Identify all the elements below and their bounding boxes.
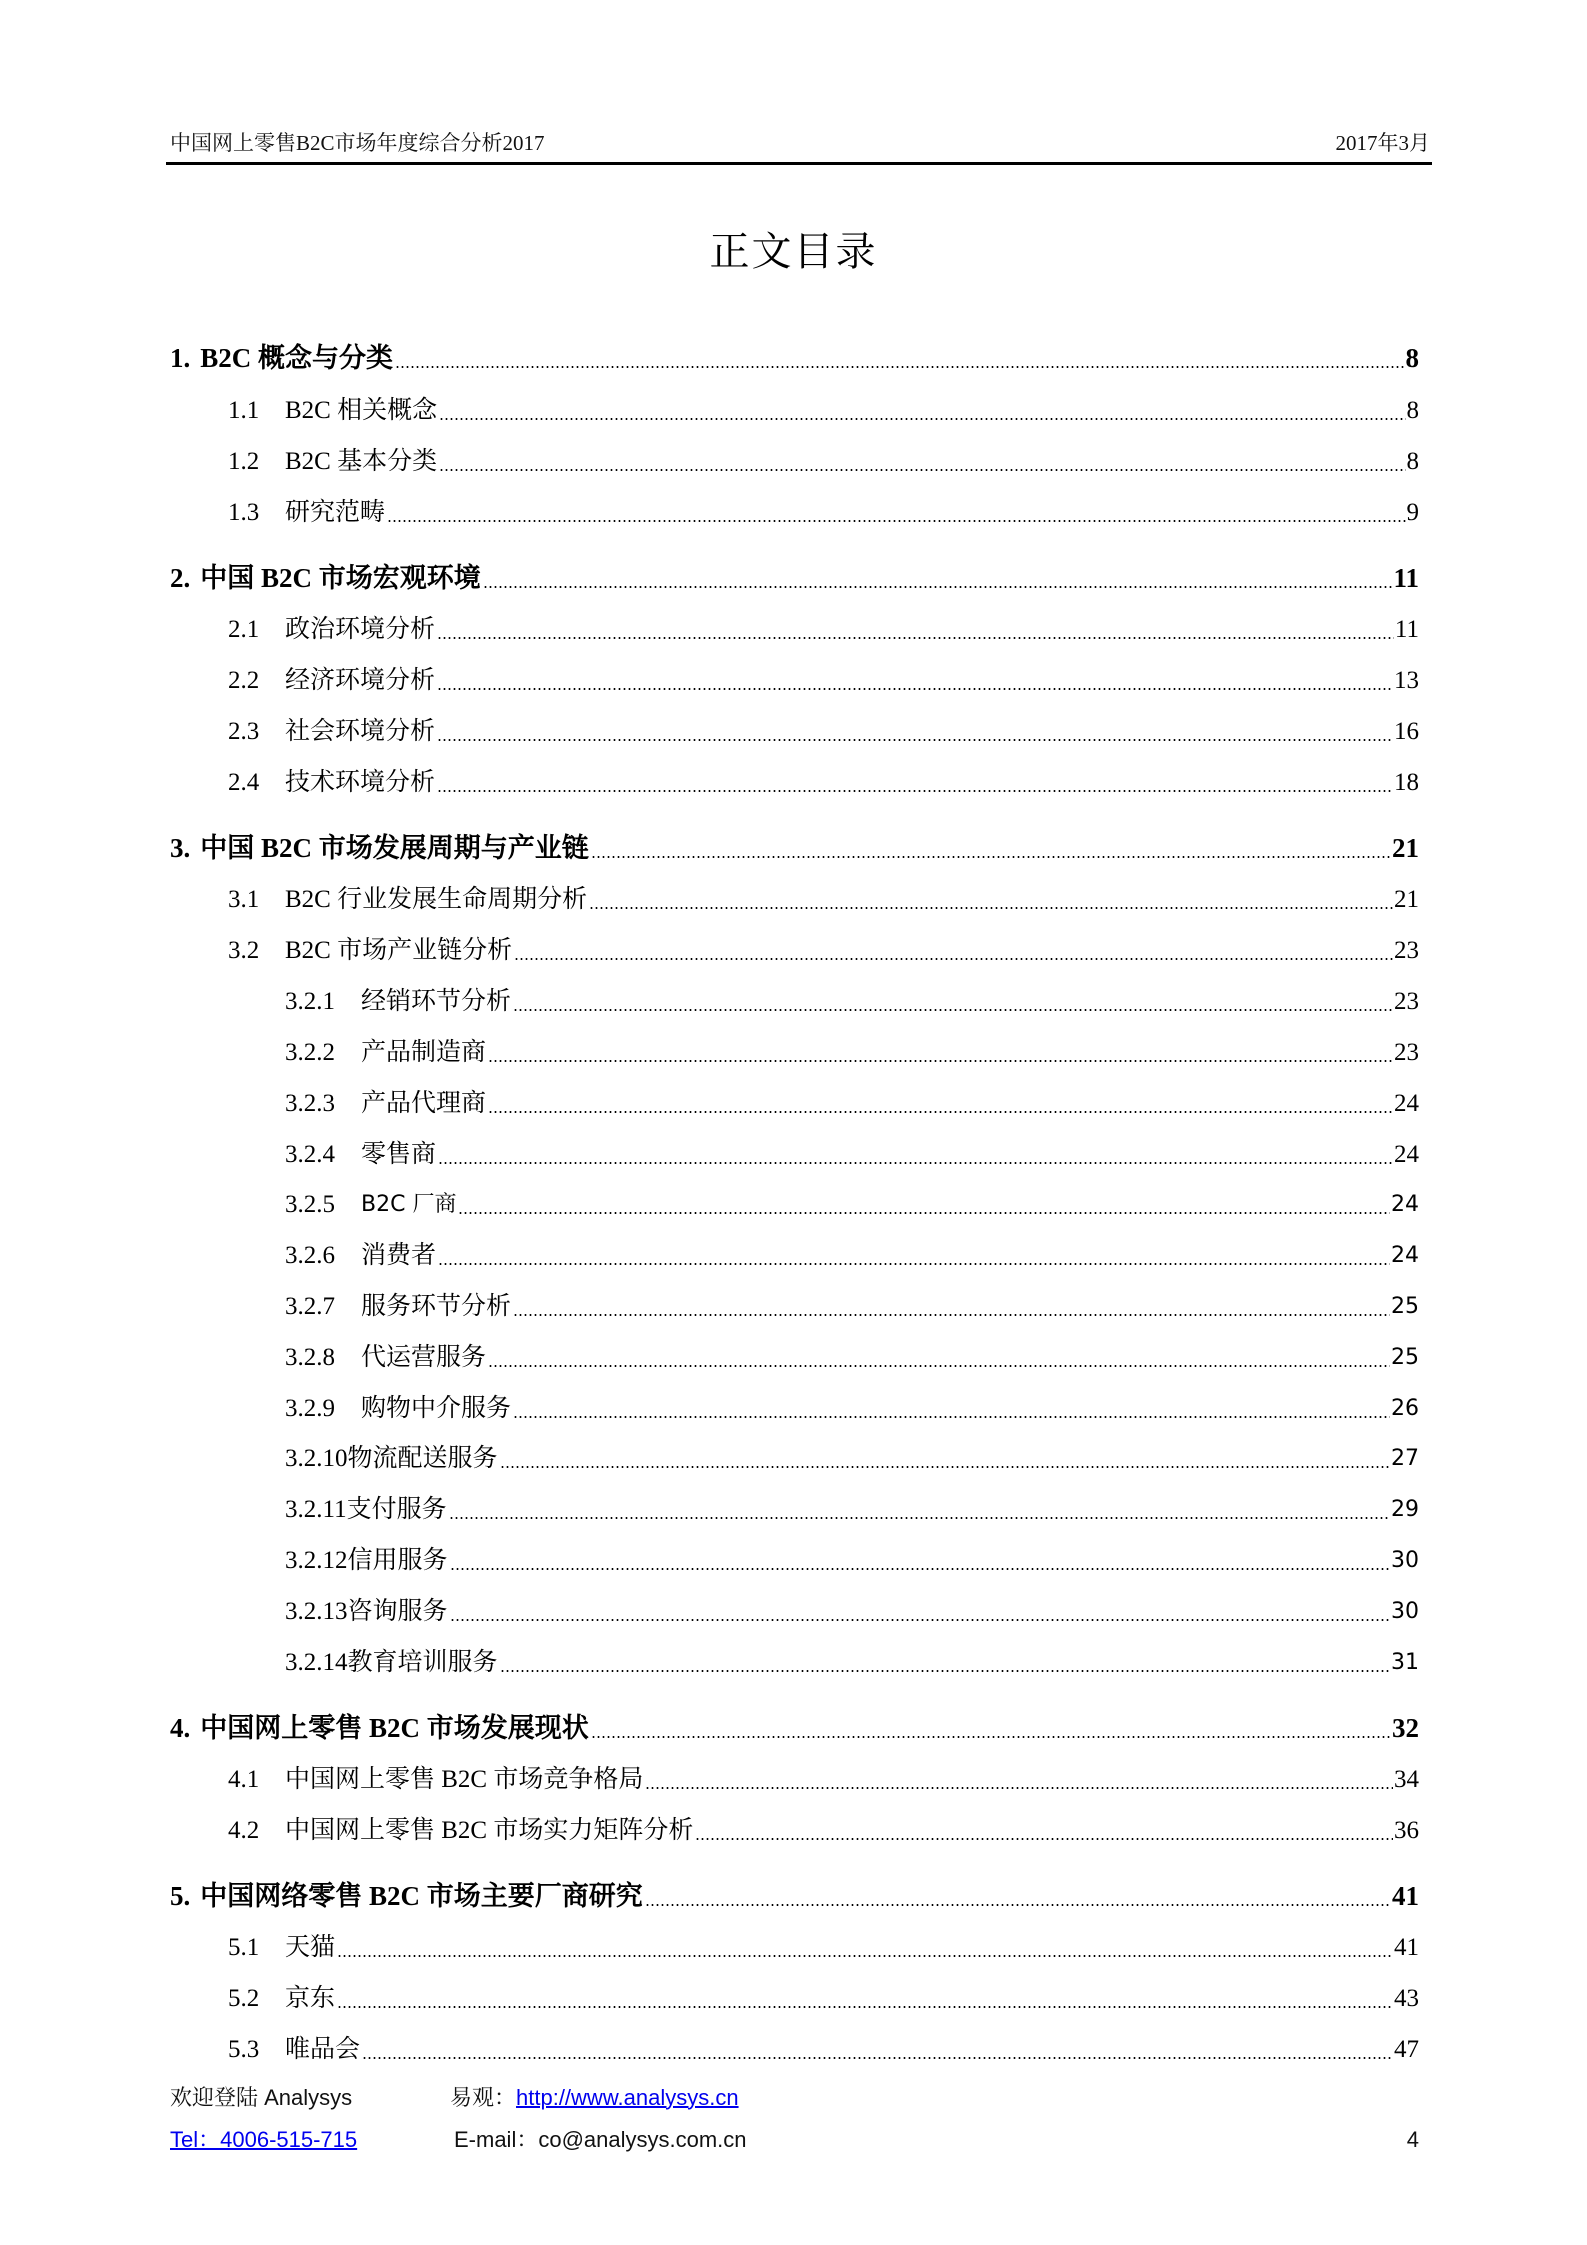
toc-label: 服务环节分析: [361, 1290, 511, 1324]
dot-leader: [514, 958, 1393, 960]
toc-label: 中国网上零售 B2C 市场实力矩阵分析: [285, 1814, 693, 1848]
toc-number: 4.2: [228, 1814, 285, 1848]
toc-page: 21: [1394, 883, 1419, 917]
toc-label: 信用服务: [348, 1544, 448, 1578]
toc-number: 2.4: [228, 766, 285, 800]
toc-number: 2.1: [228, 613, 285, 647]
toc-number: 3.2.13: [285, 1595, 348, 1629]
toc-number: 3.2.8: [285, 1341, 361, 1375]
dot-leader: [483, 586, 1393, 588]
footer-site-label: 易观：: [450, 2085, 517, 2110]
toc-number: 3.2: [228, 934, 285, 968]
toc-entry-5-1[interactable]: [170, 1925, 1419, 1965]
phone-link[interactable]: Tel：4006-515-715: [170, 2127, 358, 2152]
toc-number: 5.: [170, 1878, 190, 1914]
toc-entry-2-2[interactable]: [170, 658, 1419, 698]
toc-page: 9: [1407, 496, 1420, 530]
toc-label: 政治环境分析: [285, 613, 435, 647]
header-doc-title: 中国网上零售B2C市场年度综合分析2017: [170, 131, 545, 155]
toc-page: 30: [1391, 1544, 1419, 1578]
footer-site: [450, 2084, 739, 2112]
toc-page: 25: [1391, 1341, 1419, 1375]
dot-leader: [437, 637, 1394, 639]
toc-entry-3-2-9[interactable]: [170, 1386, 1419, 1426]
toc-entry-3-2-3[interactable]: [170, 1081, 1419, 1121]
toc-page: 47: [1394, 2033, 1419, 2067]
toc-entry-2-4[interactable]: [170, 760, 1419, 800]
toc-label: 天猫: [285, 1931, 335, 1965]
page-title: 正文目录: [709, 228, 878, 274]
toc-label: 唯品会: [285, 2033, 360, 2067]
dot-leader: [513, 1009, 1393, 1011]
dot-leader: [591, 856, 1391, 858]
dot-leader: [437, 688, 1393, 690]
toc-label: 京东: [285, 1982, 335, 2016]
toc-page: 32: [1392, 1710, 1419, 1746]
dot-leader: [439, 469, 1405, 471]
toc-page: 41: [1392, 1878, 1419, 1914]
toc-page: 30: [1391, 1595, 1419, 1629]
dot-leader: [500, 1670, 1390, 1672]
toc-entry-1-3[interactable]: [170, 490, 1419, 530]
toc-page: 25: [1391, 1290, 1419, 1324]
toc-entry-5-3[interactable]: [170, 2027, 1419, 2067]
toc-page: 43: [1394, 1982, 1419, 2016]
header-date: 2017年3月: [1335, 131, 1430, 155]
toc-label: 中国 B2C 市场宏观环境: [200, 560, 481, 596]
dot-leader: [450, 1568, 1390, 1570]
toc-number: 3.2.11: [285, 1493, 347, 1527]
toc-number: 1.: [170, 340, 190, 376]
dot-leader: [488, 1111, 1393, 1113]
dot-leader: [488, 1060, 1393, 1062]
footer-email: E-mail：co@analysys.com.cn: [454, 2127, 747, 2152]
toc-number: 1.2: [228, 445, 285, 479]
toc-number: 3.2.3: [285, 1087, 361, 1121]
toc-number: 4.1: [228, 1763, 285, 1797]
toc-number: 5.1: [228, 1931, 285, 1965]
toc-page: 34: [1394, 1763, 1419, 1797]
toc-page: 18: [1394, 766, 1419, 800]
toc-label: 零售商: [361, 1138, 436, 1172]
toc-entry-1-1[interactable]: [170, 388, 1419, 428]
dot-leader: [513, 1416, 1390, 1418]
toc-page: 24: [1394, 1087, 1419, 1121]
toc-page: 24: [1394, 1138, 1419, 1172]
toc-label: 经销环节分析: [361, 985, 511, 1019]
toc-number: 3.2.7: [285, 1290, 361, 1324]
toc-page: 24: [1391, 1239, 1419, 1273]
toc-number: 3.2.4: [285, 1138, 361, 1172]
toc-number: 5.3: [228, 2033, 285, 2067]
toc-number: 3.2.1: [285, 985, 361, 1019]
toc-entry-3-2-5[interactable]: [170, 1182, 1419, 1222]
toc-page: 16: [1394, 715, 1419, 749]
toc-number: 3.2.5: [285, 1188, 361, 1222]
dot-leader: [513, 1314, 1390, 1316]
toc-page: 23: [1394, 985, 1419, 1019]
dot-leader: [450, 1619, 1390, 1621]
toc-page: 11: [1395, 613, 1419, 647]
toc-number: 1.3: [228, 496, 285, 530]
toc-page: 24: [1391, 1188, 1419, 1222]
dot-leader: [645, 1904, 1391, 1906]
toc-number: 3.2.9: [285, 1392, 361, 1426]
dot-leader: [500, 1466, 1390, 1468]
toc-entry-2[interactable]: [170, 556, 1419, 596]
dot-leader: [458, 1212, 1390, 1214]
dot-leader: [589, 907, 1393, 909]
toc-entry-4-1[interactable]: [170, 1757, 1419, 1797]
toc-number: 3.2.14: [285, 1646, 348, 1680]
header-rule: [166, 162, 1432, 165]
toc-page: 41: [1394, 1931, 1419, 1965]
toc-entry-3[interactable]: [170, 826, 1419, 866]
toc-entry-4-2[interactable]: [170, 1808, 1419, 1848]
toc-entry-3-2-1[interactable]: [170, 979, 1419, 1019]
toc-entry-3-2-13[interactable]: [170, 1589, 1419, 1629]
toc-label: 教育培训服务: [348, 1646, 498, 1680]
toc-page: 8: [1407, 445, 1420, 479]
toc-entry-3-2-8[interactable]: [170, 1335, 1419, 1375]
toc-entry-3-2-4[interactable]: [170, 1132, 1419, 1172]
toc-entry-1[interactable]: [170, 336, 1419, 376]
dot-leader: [591, 1736, 1391, 1738]
toc-page: 11: [1393, 560, 1419, 596]
dot-leader: [362, 2057, 1393, 2059]
toc-label: 中国网上零售 B2C 市场竞争格局: [285, 1763, 643, 1797]
toc-entry-5-2[interactable]: [170, 1976, 1419, 2016]
toc-label: 技术环境分析: [285, 766, 435, 800]
toc-page: 26: [1391, 1392, 1419, 1426]
toc-page: 23: [1394, 934, 1419, 968]
toc-number: 5.2: [228, 1982, 285, 2016]
dot-leader: [488, 1365, 1390, 1367]
toc-number: 2.2: [228, 664, 285, 698]
toc-label: B2C 基本分类: [285, 445, 437, 479]
toc-label: 支付服务: [347, 1493, 447, 1527]
toc-entry-3-2-14[interactable]: [170, 1640, 1419, 1680]
toc-label: 购物中介服务: [361, 1392, 511, 1426]
toc-page: 29: [1391, 1493, 1419, 1527]
toc-entry-2-1[interactable]: [170, 607, 1419, 647]
toc-label: 产品代理商: [361, 1087, 486, 1121]
toc-page: 36: [1394, 1814, 1419, 1848]
toc-label: 中国网上零售 B2C 市场发展现状: [200, 1710, 589, 1746]
toc-entry-3-2-7[interactable]: [170, 1284, 1419, 1324]
toc-label: 代运营服务: [361, 1341, 486, 1375]
toc-number: 4.: [170, 1710, 190, 1746]
toc-label: 中国 B2C 市场发展周期与产业链: [200, 830, 589, 866]
dot-leader: [337, 1955, 1393, 1957]
toc-label: B2C 行业发展生命周期分析: [285, 883, 587, 917]
toc-number: 2.: [170, 560, 190, 596]
toc-number: 2.3: [228, 715, 285, 749]
toc-number: 3.1: [228, 883, 285, 917]
website-link[interactable]: http://www.analysys.cn: [516, 2085, 739, 2110]
toc-label: 咨询服务: [348, 1595, 448, 1629]
toc-page: 13: [1394, 664, 1419, 698]
toc-entry-1-2[interactable]: [170, 439, 1419, 479]
dot-leader: [395, 366, 1404, 368]
toc-page: 31: [1391, 1646, 1419, 1680]
page-number: 4: [1406, 2127, 1419, 2152]
dot-leader: [437, 790, 1393, 792]
toc-entry-3-2[interactable]: [170, 928, 1419, 968]
toc-label: 中国网络零售 B2C 市场主要厂商研究: [200, 1878, 643, 1914]
toc-number: 3.2.10: [285, 1442, 348, 1476]
dot-leader: [695, 1838, 1393, 1840]
toc-entry-3-2-10[interactable]: [170, 1436, 1419, 1476]
toc-entry-2-3[interactable]: [170, 709, 1419, 749]
toc-number: 3.2.12: [285, 1544, 348, 1578]
toc-label: B2C 厂商: [361, 1188, 456, 1222]
dot-leader: [438, 1162, 1393, 1164]
toc-number: 3.2.2: [285, 1036, 361, 1070]
toc-entry-3-1[interactable]: [170, 877, 1419, 917]
dot-leader: [438, 1263, 1390, 1265]
toc-page: 21: [1392, 830, 1419, 866]
toc-label: 研究范畴: [285, 496, 385, 530]
toc-page: 23: [1394, 1036, 1419, 1070]
toc-label: 经济环境分析: [285, 664, 435, 698]
toc-number: 3.2.6: [285, 1239, 361, 1273]
dot-leader: [437, 739, 1393, 741]
footer-welcome: 欢迎登陆 Analysys: [170, 2085, 353, 2110]
dot-leader: [337, 2006, 1393, 2008]
toc-entry-3-2-2[interactable]: [170, 1030, 1419, 1070]
toc-entry-3-2-12[interactable]: [170, 1538, 1419, 1578]
toc-number: 3.: [170, 830, 190, 866]
toc-label: 物流配送服务: [348, 1442, 498, 1476]
toc-label: 消费者: [361, 1239, 436, 1273]
toc-page: 8: [1406, 340, 1420, 376]
toc-entry-3-2-6[interactable]: [170, 1233, 1419, 1273]
toc-page: 8: [1407, 394, 1420, 428]
toc-label: 社会环境分析: [285, 715, 435, 749]
dot-leader: [645, 1787, 1393, 1789]
toc-label: B2C 市场产业链分析: [285, 934, 512, 968]
toc-entry-4[interactable]: [170, 1706, 1419, 1746]
dot-leader: [449, 1517, 1390, 1519]
toc-entry-5[interactable]: [170, 1874, 1419, 1914]
toc-number: 1.1: [228, 394, 285, 428]
toc-label: 产品制造商: [361, 1036, 486, 1070]
toc-entry-3-2-11[interactable]: [170, 1487, 1419, 1527]
toc-label: B2C 相关概念: [285, 394, 437, 428]
dot-leader: [439, 418, 1405, 420]
toc-label: B2C 概念与分类: [200, 340, 393, 376]
dot-leader: [387, 520, 1405, 522]
toc-page: 27: [1391, 1442, 1419, 1476]
